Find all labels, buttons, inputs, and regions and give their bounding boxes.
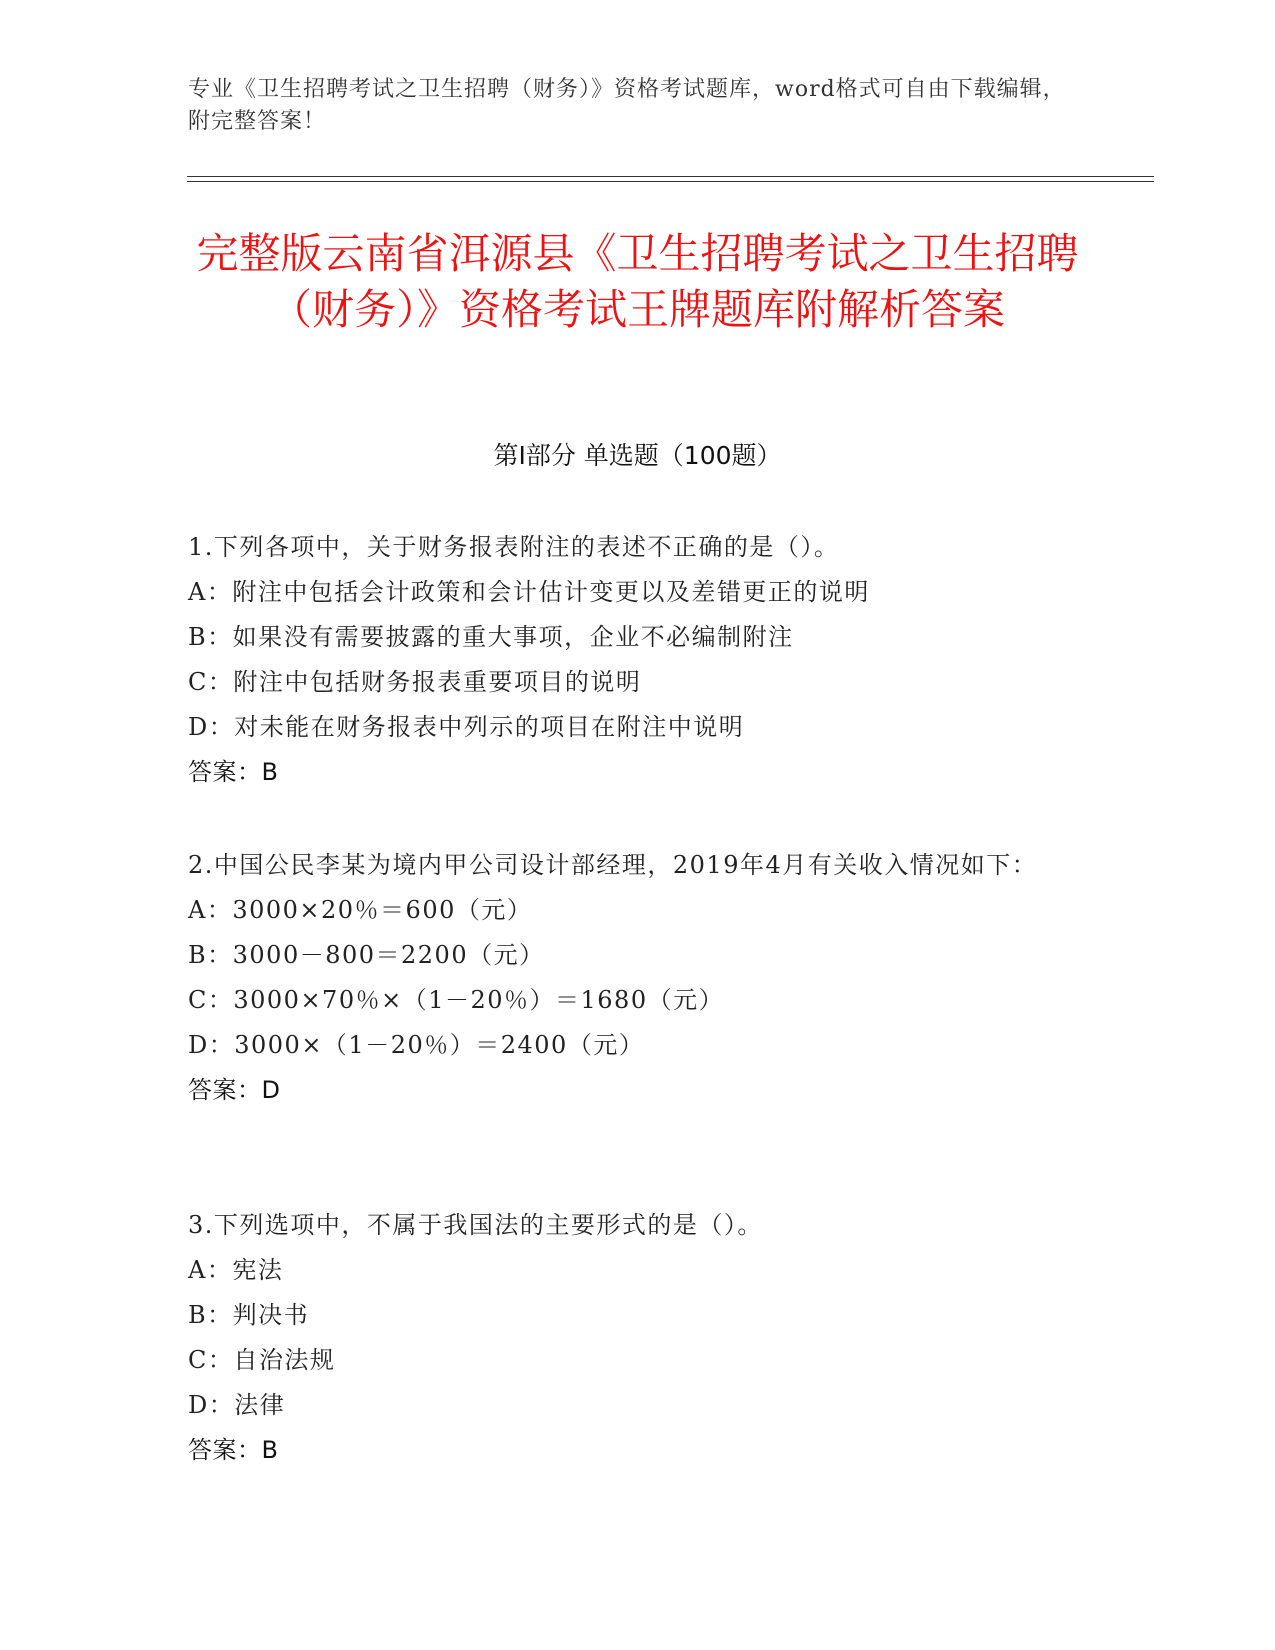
question-block	[188, 1203, 1068, 1473]
option-a: A：3000×20％＝600（元）	[188, 896, 533, 924]
question-stem: 2.中国公民李某为境内甲公司设计部经理，2019年4月有关收入情况如下：	[188, 851, 1038, 879]
option-a: A：宪法	[188, 1256, 284, 1284]
header-divider-bottom	[187, 181, 1154, 182]
option-a: A：附注中包括会计政策和会计估计变更以及差错更正的说明	[188, 578, 870, 606]
option-c: C：附注中包括财务报表重要项目的说明	[188, 668, 642, 696]
question-stem: 3.下列选项中，不属于我国法的主要形式的是（）。	[188, 1211, 763, 1239]
answer: 答案：D	[188, 1076, 281, 1104]
answer: 答案：B	[188, 1436, 279, 1464]
option-c: C：自治法规	[188, 1346, 336, 1374]
option-d: D：3000×（1－20％）＝2400（元）	[188, 1031, 645, 1059]
section-heading: 第I部分 单选题（100题）	[493, 441, 782, 470]
document-title: 完整版云南省洱源县《卫生招聘考试之卫生招聘（财务）》资格考试王牌题库附解析答案	[196, 229, 1079, 334]
header-divider-top	[187, 176, 1154, 177]
option-b: B：3000－800＝2200（元）	[188, 941, 545, 969]
header-note: 专业《卫生招聘考试之卫生招聘（财务）》资格考试题库，word格式可自由下载编辑，附完整答案！	[188, 77, 1066, 134]
question-stem: 1.下列各项中，关于财务报表附注的表述不正确的是（）。	[188, 533, 840, 561]
question-block	[188, 525, 1068, 795]
option-b: B：如果没有需要披露的重大事项，企业不必编制附注	[188, 623, 794, 651]
option-b: B：判决书	[188, 1301, 310, 1329]
option-d: D：对未能在财务报表中列示的项目在附注中说明	[188, 713, 745, 741]
question-block	[188, 843, 1068, 1113]
option-c: C：3000×70％×（1－20％）＝1680（元）	[188, 986, 725, 1014]
option-d: D：法律	[188, 1391, 286, 1419]
answer: 答案：B	[188, 758, 279, 786]
